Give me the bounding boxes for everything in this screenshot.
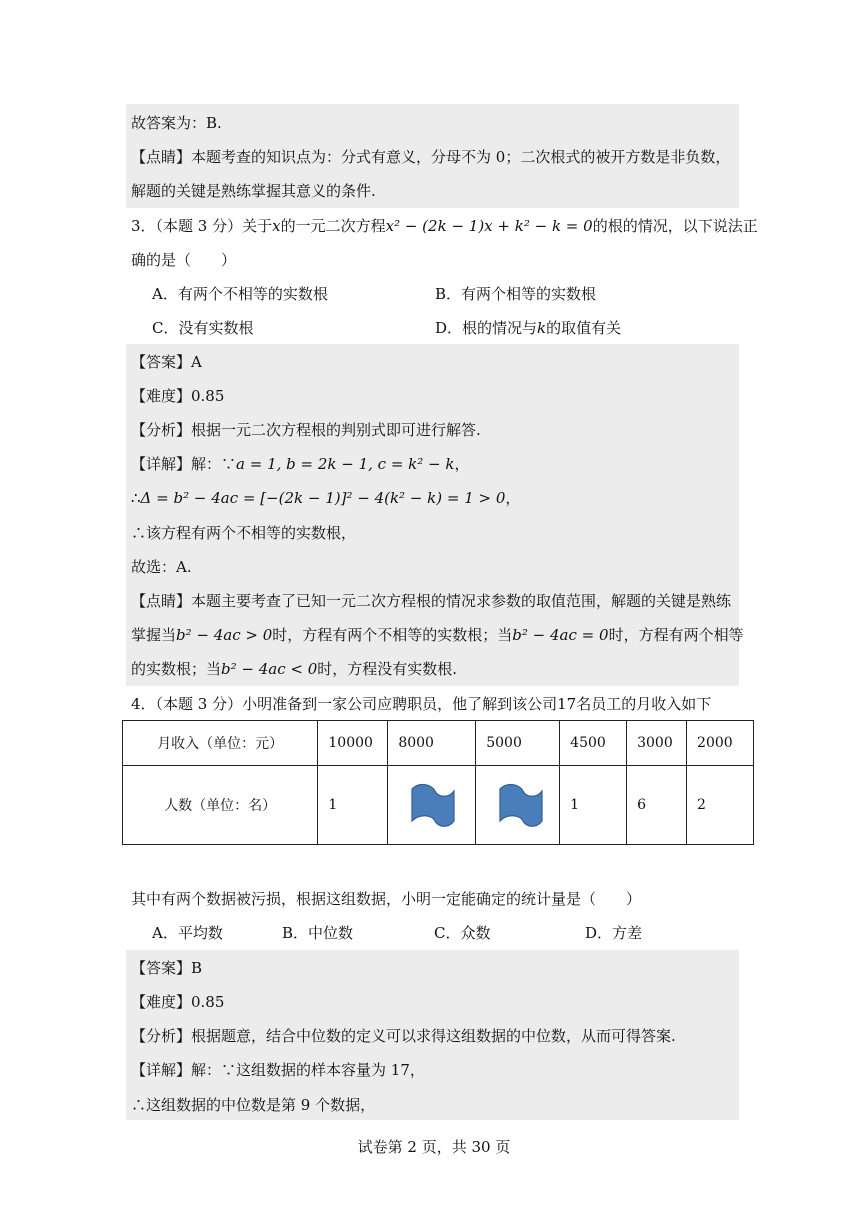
q3-stem-part-c: 的根的情况，以下说法正 bbox=[592, 217, 758, 235]
q4-question: 其中有两个数据被污损，根据这组数据，小明一定能确定的统计量是（ ） bbox=[131, 890, 642, 908]
q3-comment-line-3 bbox=[131, 659, 457, 679]
table-cell-income: 8000 bbox=[388, 721, 476, 766]
q4-answer: 【答案】B bbox=[131, 959, 203, 977]
q3-comment-l2-c: 时，方程有两个相等 bbox=[608, 626, 744, 644]
q2-answer-line: 故答案为：B. bbox=[131, 114, 222, 132]
q3-stem-line-1 bbox=[131, 216, 758, 236]
q4-stem-number: 17 bbox=[557, 695, 577, 713]
q3-answer: 【答案】A bbox=[131, 353, 202, 371]
q3-comment-l2-math-2: b² − 4ac = 0 bbox=[512, 626, 609, 644]
q3-delta-pre: ∴ bbox=[131, 489, 141, 507]
q3-option-d-k: k bbox=[537, 319, 547, 337]
q3-comment-l2-math-1: b² − 4ac > 0 bbox=[176, 626, 273, 644]
q3-delta bbox=[131, 488, 520, 508]
smudge-flag-icon bbox=[410, 783, 456, 827]
q3-delta-math: Δ = b² − 4ac = [−(2k − 1)]² − 4(k² − k) = 1 > 0 bbox=[140, 489, 506, 507]
q4-detail: 【详解】解：∵这组数据的样本容量为 17， bbox=[131, 1061, 425, 1079]
table-cell-smudged bbox=[388, 766, 476, 845]
q3-comment-line-1: 【点睛】本题主要考查了已知一元二次方程根的情况求参数的取值范围，解题的关键是熟练 bbox=[131, 592, 732, 610]
q3-analysis: 【分析】根据一元二次方程根的判别式即可进行解答. bbox=[131, 421, 481, 439]
q3-detail bbox=[131, 454, 469, 474]
q3-stem-var-x: x bbox=[272, 217, 281, 235]
q3-choose: 故选：A. bbox=[131, 558, 192, 576]
smudge-flag-icon bbox=[498, 783, 544, 827]
table-cell-smudged bbox=[476, 766, 560, 845]
q3-option-d-post: 的取值有关 bbox=[546, 319, 622, 337]
q3-comment-line-2 bbox=[131, 625, 744, 645]
q3-difficulty: 【难度】0.85 bbox=[131, 387, 225, 405]
table-cell-income: 4500 bbox=[560, 721, 627, 766]
q4-option-a: A．平均数 bbox=[152, 924, 223, 942]
q4-option-b: B．中位数 bbox=[282, 924, 354, 942]
q3-option-d bbox=[435, 318, 621, 338]
q3-detail-math: a = 1, b = 2k − 1, c = k² − k bbox=[236, 455, 455, 473]
table-cell-count: 1 bbox=[560, 766, 627, 845]
table-cell-income: 3000 bbox=[627, 721, 687, 766]
table-cell-count: 1 bbox=[318, 766, 388, 845]
q4-stem bbox=[131, 694, 711, 714]
q4-difficulty: 【难度】0.85 bbox=[131, 993, 225, 1011]
table-cell-income: 2000 bbox=[687, 721, 754, 766]
income-table bbox=[122, 720, 754, 845]
q4-analysis: 【分析】根据题意，结合中位数的定义可以求得这组数据的中位数，从而可得答案. bbox=[131, 1027, 676, 1045]
table-cell-income: 5000 bbox=[476, 721, 560, 766]
q3-option-b: B．有两个相等的实数根 bbox=[435, 285, 597, 303]
page-footer: 试卷第 2 页，共 30 页 bbox=[357, 1138, 511, 1156]
table-cell-count: 6 bbox=[627, 766, 687, 845]
q3-stem-line-2: 确的是（ ） bbox=[131, 251, 237, 269]
q3-delta-end: ， bbox=[505, 489, 521, 507]
q3-comment-l3-a: 的实数根；当 bbox=[131, 660, 222, 678]
q3-stem-part-b: 的一元二次方程 bbox=[280, 217, 386, 235]
q2-comment-text-1: 本题考查的知识点为：分式有意义，分母不为 0；二次根式的被开方数是非负数， bbox=[191, 148, 731, 166]
table-cell-income: 10000 bbox=[318, 721, 388, 766]
q4-stem-part-b: 名员工的月收入如下 bbox=[576, 695, 712, 713]
table-header-income: 月收入（单位：元） bbox=[123, 721, 318, 766]
q4-option-d: D．方差 bbox=[585, 924, 643, 942]
q3-comment-l2-b: 时，方程有两个不相等的实数根；当 bbox=[272, 626, 513, 644]
table-cell-count: 2 bbox=[687, 766, 754, 845]
q4-median: ∴这组数据的中位数是第 9 个数据， bbox=[131, 1096, 376, 1114]
table-header-count: 人数（单位：名） bbox=[123, 766, 318, 845]
q2-comment-line-1 bbox=[131, 147, 730, 167]
q3-comment-l2-a: 掌握当 bbox=[131, 626, 177, 644]
table-row-income bbox=[123, 721, 754, 766]
q2-comment-line-2: 解题的关键是熟练掌握其意义的条件. bbox=[131, 182, 376, 200]
q3-option-d-pre: D．根的情况与 bbox=[435, 319, 538, 337]
q3-comment-l3-math: b² − 4ac < 0 bbox=[221, 660, 318, 678]
q3-stem-part-a: 3．（本题 3 分）关于 bbox=[131, 217, 273, 235]
q3-equation: x² − (2k − 1)x + k² − k = 0 bbox=[385, 217, 593, 235]
q2-comment-tag: 【点睛】 bbox=[131, 148, 192, 166]
q3-option-a: A．有两个不相等的实数根 bbox=[152, 285, 328, 303]
q4-option-c: C．众数 bbox=[434, 924, 491, 942]
q3-comment-l3-b: 时，方程没有实数根. bbox=[317, 660, 458, 678]
table-row-count bbox=[123, 766, 754, 845]
q4-stem-part-a: 4．（本题 3 分）小明准备到一家公司应聘职员，他了解到该公司 bbox=[131, 695, 558, 713]
q3-detail-end: ， bbox=[454, 455, 470, 473]
q3-option-c: C．没有实数根 bbox=[152, 319, 254, 337]
q3-conclusion: ∴该方程有两个不相等的实数根， bbox=[131, 524, 357, 542]
q3-detail-tag: 【详解】解：∵ bbox=[131, 455, 237, 473]
